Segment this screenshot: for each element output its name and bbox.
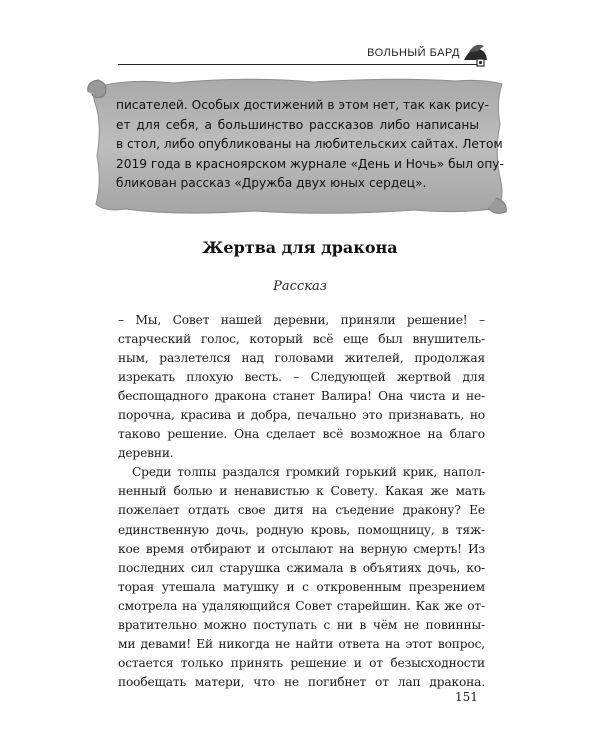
bard-hat-icon — [460, 40, 490, 70]
body-line: пожелает отдать свое дитя на съедение дракону? Ее — [118, 503, 485, 518]
body-line: беспощадного дракона станет Валира! Она чиста и не- — [118, 389, 485, 404]
body-line: смотрела на удаляющийся Совет старейшин. Как же от- — [118, 598, 485, 613]
body-line: Среди толпы раздался громкий горький крик, напол- — [132, 465, 485, 480]
body-line: последних сил старушка сжимала в объятиях дочь, ко- — [118, 560, 485, 575]
header-rule — [118, 64, 480, 65]
author-note-text — [116, 96, 504, 194]
page-number: 151 — [455, 690, 478, 704]
body-line: вратительно можно поступать с ни в чём не повинны- — [118, 617, 485, 632]
scroll-line: ет для себя, а большинство рассказов либо написаны — [116, 117, 479, 132]
body-line: остается только принять решение и от безысходности — [118, 655, 485, 670]
scroll-line: писателей. Особых достижений в этом нет, так как рису- — [116, 98, 489, 112]
scroll-line: в стол, либо опубликованы на любительских сайтах. Летом — [116, 137, 503, 152]
scroll-line: бликован рассказ «Дружба двух юных сердец». — [116, 176, 427, 191]
running-title: ВОЛЬНЫЙ БАРД — [367, 47, 460, 59]
body-line: таково решение. Она сделает всё возможное на благо — [118, 427, 485, 442]
story-title: Жертва для дракона — [202, 238, 398, 257]
body-line: деревни. — [118, 446, 174, 461]
body-line: старческий голос, который всё еще был внушитель- — [118, 332, 485, 347]
story-subtitle: Рассказ — [273, 279, 327, 294]
body-line: кое время отбирают и отсылают на верную смерть! Из — [118, 541, 485, 556]
body-line: пообещать матери, что не погибнет от лап дракона. — [118, 674, 485, 689]
body-line: – Мы, Совет нашей деревни, приняли решение! – — [118, 313, 485, 327]
body-line: изрекать плохую весть. – Следующей жертвой для — [118, 370, 485, 385]
body-line: торая утешала матушку и с откровенным презрением — [118, 579, 485, 594]
body-line: ненный болью и ненавистью к Совету. Какая же мать — [118, 484, 485, 499]
body-line: единственную дочь, родную кровь, помощницу, в тяж- — [118, 522, 485, 537]
body-line: порочна, красива и добра, печально это признавать, но — [118, 408, 485, 423]
body-line: ным, разлетелся над головами жителей, продолжая — [118, 351, 485, 366]
body-line: ми девами! Ей никогда не найти ответа на этот вопрос, — [118, 636, 485, 651]
story-body — [118, 311, 485, 692]
scroll-line: 2019 года в красноярском журнале «День и Ночь» был опу- — [116, 156, 504, 171]
author-note-scroll — [84, 74, 514, 216]
